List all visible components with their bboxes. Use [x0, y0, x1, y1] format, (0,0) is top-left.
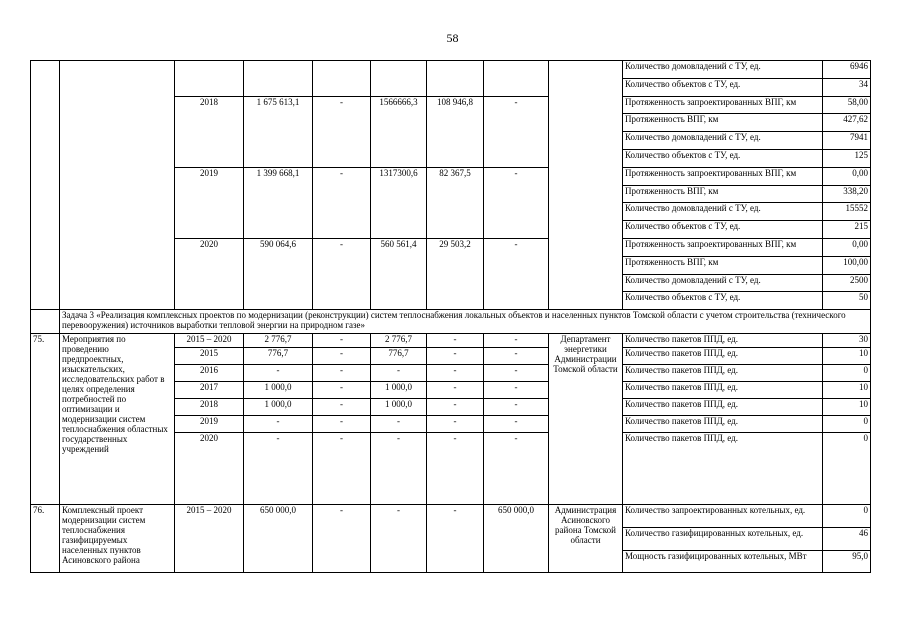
local-budget-cell: -	[427, 433, 484, 505]
total-cell: -	[244, 416, 313, 433]
item-name: Комплексный проект модернизации систем теплоснабжения газифицируемых населенных пунктов Асиновского района	[60, 505, 175, 573]
indicator-value: 95,0	[823, 551, 871, 573]
program-table	[30, 60, 871, 573]
year-cell: 2018	[175, 399, 244, 416]
extra-budget-cell: -	[484, 238, 549, 309]
fed-budget-cell: -	[313, 505, 371, 573]
extra-budget-cell: -	[484, 348, 549, 365]
extra-budget-cell: -	[484, 96, 549, 167]
indicator-label: Протяженность запроектированных ВПГ, км	[623, 238, 823, 256]
executor-cell: Департамент энергетики Администрации Томской области	[549, 334, 623, 505]
indicator-value: 338,20	[823, 185, 871, 203]
value-cell	[244, 61, 313, 97]
indicator-label: Количество газифицированных котельных, ед.	[623, 528, 823, 551]
indicator-value: 10	[823, 382, 871, 399]
extra-budget-cell: 650 000,0	[484, 505, 549, 573]
indicator-label: Количество пакетов ППД, ед.	[623, 365, 823, 382]
num-cell	[31, 310, 60, 334]
extra-budget-cell: -	[484, 334, 549, 348]
table-row	[31, 310, 871, 334]
reg-budget-cell: 1317300,6	[371, 167, 427, 238]
indicator-label: Количество пакетов ППД, ед.	[623, 416, 823, 433]
task-heading: Задача 3 «Реализация комплексных проектов по модернизации (реконструкции) систем теплоснабжения локальных объектов и населенных пунктов Томской области с учетом строительства (технического перевооружения) источников выработки тепловой энергии на природном газе»	[60, 310, 871, 334]
indicator-value: 215	[823, 221, 871, 239]
local-budget-cell: -	[427, 505, 484, 573]
indicator-label: Количество запроектированных котельных, ед.	[623, 505, 823, 528]
indicator-label: Количество домовладений с ТУ, ед.	[623, 61, 823, 79]
item-name: Мероприятия по проведению предпроектных, изыскательских, исследовательских работ в целях определения потребностей по оптимизации и модернизации систем теплоснабжения областных государственных учреждений	[60, 334, 175, 505]
indicator-label: Протяженность запроектированных ВПГ, км	[623, 167, 823, 185]
reg-budget-cell: -	[371, 505, 427, 573]
fed-budget-cell: -	[313, 334, 371, 348]
reg-budget-cell: -	[371, 433, 427, 505]
year-cell: 2016	[175, 365, 244, 382]
indicator-value: 0	[823, 505, 871, 528]
indicator-value: 0	[823, 365, 871, 382]
total-cell: 1 000,0	[244, 382, 313, 399]
fed-budget-cell: -	[313, 365, 371, 382]
table-row	[31, 61, 871, 79]
indicator-value: 30	[823, 334, 871, 348]
reg-budget-cell: -	[371, 365, 427, 382]
year-cell: 2015 – 2020	[175, 334, 244, 348]
total-cell: 590 064,6	[244, 238, 313, 309]
total-cell: 776,7	[244, 348, 313, 365]
indicator-label: Мощность газифицированных котельных, МВт	[623, 551, 823, 573]
indicator-label: Количество домовладений с ТУ, ед.	[623, 132, 823, 150]
indicator-value: 0	[823, 416, 871, 433]
local-budget-cell: -	[427, 382, 484, 399]
year-cell: 2020	[175, 433, 244, 505]
local-budget-cell: -	[427, 399, 484, 416]
extra-budget-cell: -	[484, 399, 549, 416]
fed-budget-cell: -	[313, 348, 371, 365]
reg-budget-cell: 2 776,7	[371, 334, 427, 348]
local-budget-cell: 29 503,2	[427, 238, 484, 309]
name-cell	[60, 61, 175, 310]
fed-budget-cell: -	[313, 238, 371, 309]
total-cell: 2 776,7	[244, 334, 313, 348]
indicator-value: 10	[823, 348, 871, 365]
year-cell: 2015	[175, 348, 244, 365]
reg-budget-cell: 776,7	[371, 348, 427, 365]
indicator-value: 7941	[823, 132, 871, 150]
year-cell: 2020	[175, 238, 244, 309]
local-budget-cell: -	[427, 365, 484, 382]
indicator-value: 15552	[823, 203, 871, 221]
indicator-label: Количество пакетов ППД, ед.	[623, 382, 823, 399]
indicator-label: Количество объектов с ТУ, ед.	[623, 221, 823, 239]
indicator-value: 0,00	[823, 167, 871, 185]
indicator-value: 10	[823, 399, 871, 416]
reg-budget-cell: -	[371, 416, 427, 433]
year-cell: 2015 – 2020	[175, 505, 244, 573]
fed-budget-cell: -	[313, 382, 371, 399]
fed-budget-cell: -	[313, 399, 371, 416]
value-cell	[484, 61, 549, 97]
total-cell: -	[244, 433, 313, 505]
indicator-value: 58,00	[823, 96, 871, 114]
local-budget-cell: 82 367,5	[427, 167, 484, 238]
value-cell	[427, 61, 484, 97]
extra-budget-cell: -	[484, 382, 549, 399]
indicator-value: 0	[823, 433, 871, 505]
value-cell	[371, 61, 427, 97]
item-number: 75.	[31, 334, 60, 505]
year-cell: 2018	[175, 96, 244, 167]
indicator-label: Протяженность ВПГ, км	[623, 185, 823, 203]
extra-budget-cell: -	[484, 167, 549, 238]
indicator-label: Протяженность запроектированных ВПГ, км	[623, 96, 823, 114]
fed-budget-cell: -	[313, 167, 371, 238]
indicator-label: Протяженность ВПГ, км	[623, 256, 823, 274]
fed-budget-cell: -	[313, 433, 371, 505]
indicator-label: Количество домовладений с ТУ, ед.	[623, 203, 823, 221]
total-cell: 650 000,0	[244, 505, 313, 573]
local-budget-cell: 108 946,8	[427, 96, 484, 167]
indicator-label: Протяженность ВПГ, км	[623, 114, 823, 132]
table-row	[31, 505, 871, 528]
value-cell	[175, 61, 244, 97]
indicator-value: 46	[823, 528, 871, 551]
reg-budget-cell: 560 561,4	[371, 238, 427, 309]
indicator-label: Количество домовладений с ТУ, ед.	[623, 274, 823, 292]
total-cell: 1 000,0	[244, 399, 313, 416]
page-number: 58	[446, 31, 459, 45]
indicator-value: 427,62	[823, 114, 871, 132]
indicator-label: Количество пакетов ППД, ед.	[623, 399, 823, 416]
executor-cell: Администрация Асиновского района Томской области	[549, 505, 623, 573]
indicator-value: 6946	[823, 61, 871, 79]
executor-cell	[549, 61, 623, 310]
indicator-label: Количество объектов с ТУ, ед.	[623, 78, 823, 96]
indicator-label: Количество пакетов ППД, ед.	[623, 348, 823, 365]
value-cell	[313, 61, 371, 97]
indicator-value: 0,00	[823, 238, 871, 256]
extra-budget-cell: -	[484, 416, 549, 433]
item-number: 76.	[31, 505, 60, 573]
total-cell: -	[244, 365, 313, 382]
table-row	[31, 334, 871, 348]
indicator-label: Количество объектов с ТУ, ед.	[623, 149, 823, 167]
fed-budget-cell: -	[313, 416, 371, 433]
num-cell	[31, 61, 60, 310]
year-cell: 2019	[175, 416, 244, 433]
indicator-value: 2500	[823, 274, 871, 292]
reg-budget-cell: 1566666,3	[371, 96, 427, 167]
total-cell: 1 675 613,1	[244, 96, 313, 167]
indicator-label: Количество пакетов ППД, ед.	[623, 334, 823, 348]
indicator-value: 100,00	[823, 256, 871, 274]
local-budget-cell: -	[427, 334, 484, 348]
year-cell: 2019	[175, 167, 244, 238]
fed-budget-cell: -	[313, 96, 371, 167]
indicator-value: 50	[823, 292, 871, 310]
reg-budget-cell: 1 000,0	[371, 399, 427, 416]
extra-budget-cell: -	[484, 433, 549, 505]
reg-budget-cell: 1 000,0	[371, 382, 427, 399]
indicator-label: Количество объектов с ТУ, ед.	[623, 292, 823, 310]
year-cell: 2017	[175, 382, 244, 399]
local-budget-cell: -	[427, 416, 484, 433]
indicator-label: Количество пакетов ППД, ед.	[623, 433, 823, 505]
indicator-value: 34	[823, 78, 871, 96]
extra-budget-cell: -	[484, 365, 549, 382]
total-cell: 1 399 668,1	[244, 167, 313, 238]
local-budget-cell: -	[427, 348, 484, 365]
indicator-value: 125	[823, 149, 871, 167]
